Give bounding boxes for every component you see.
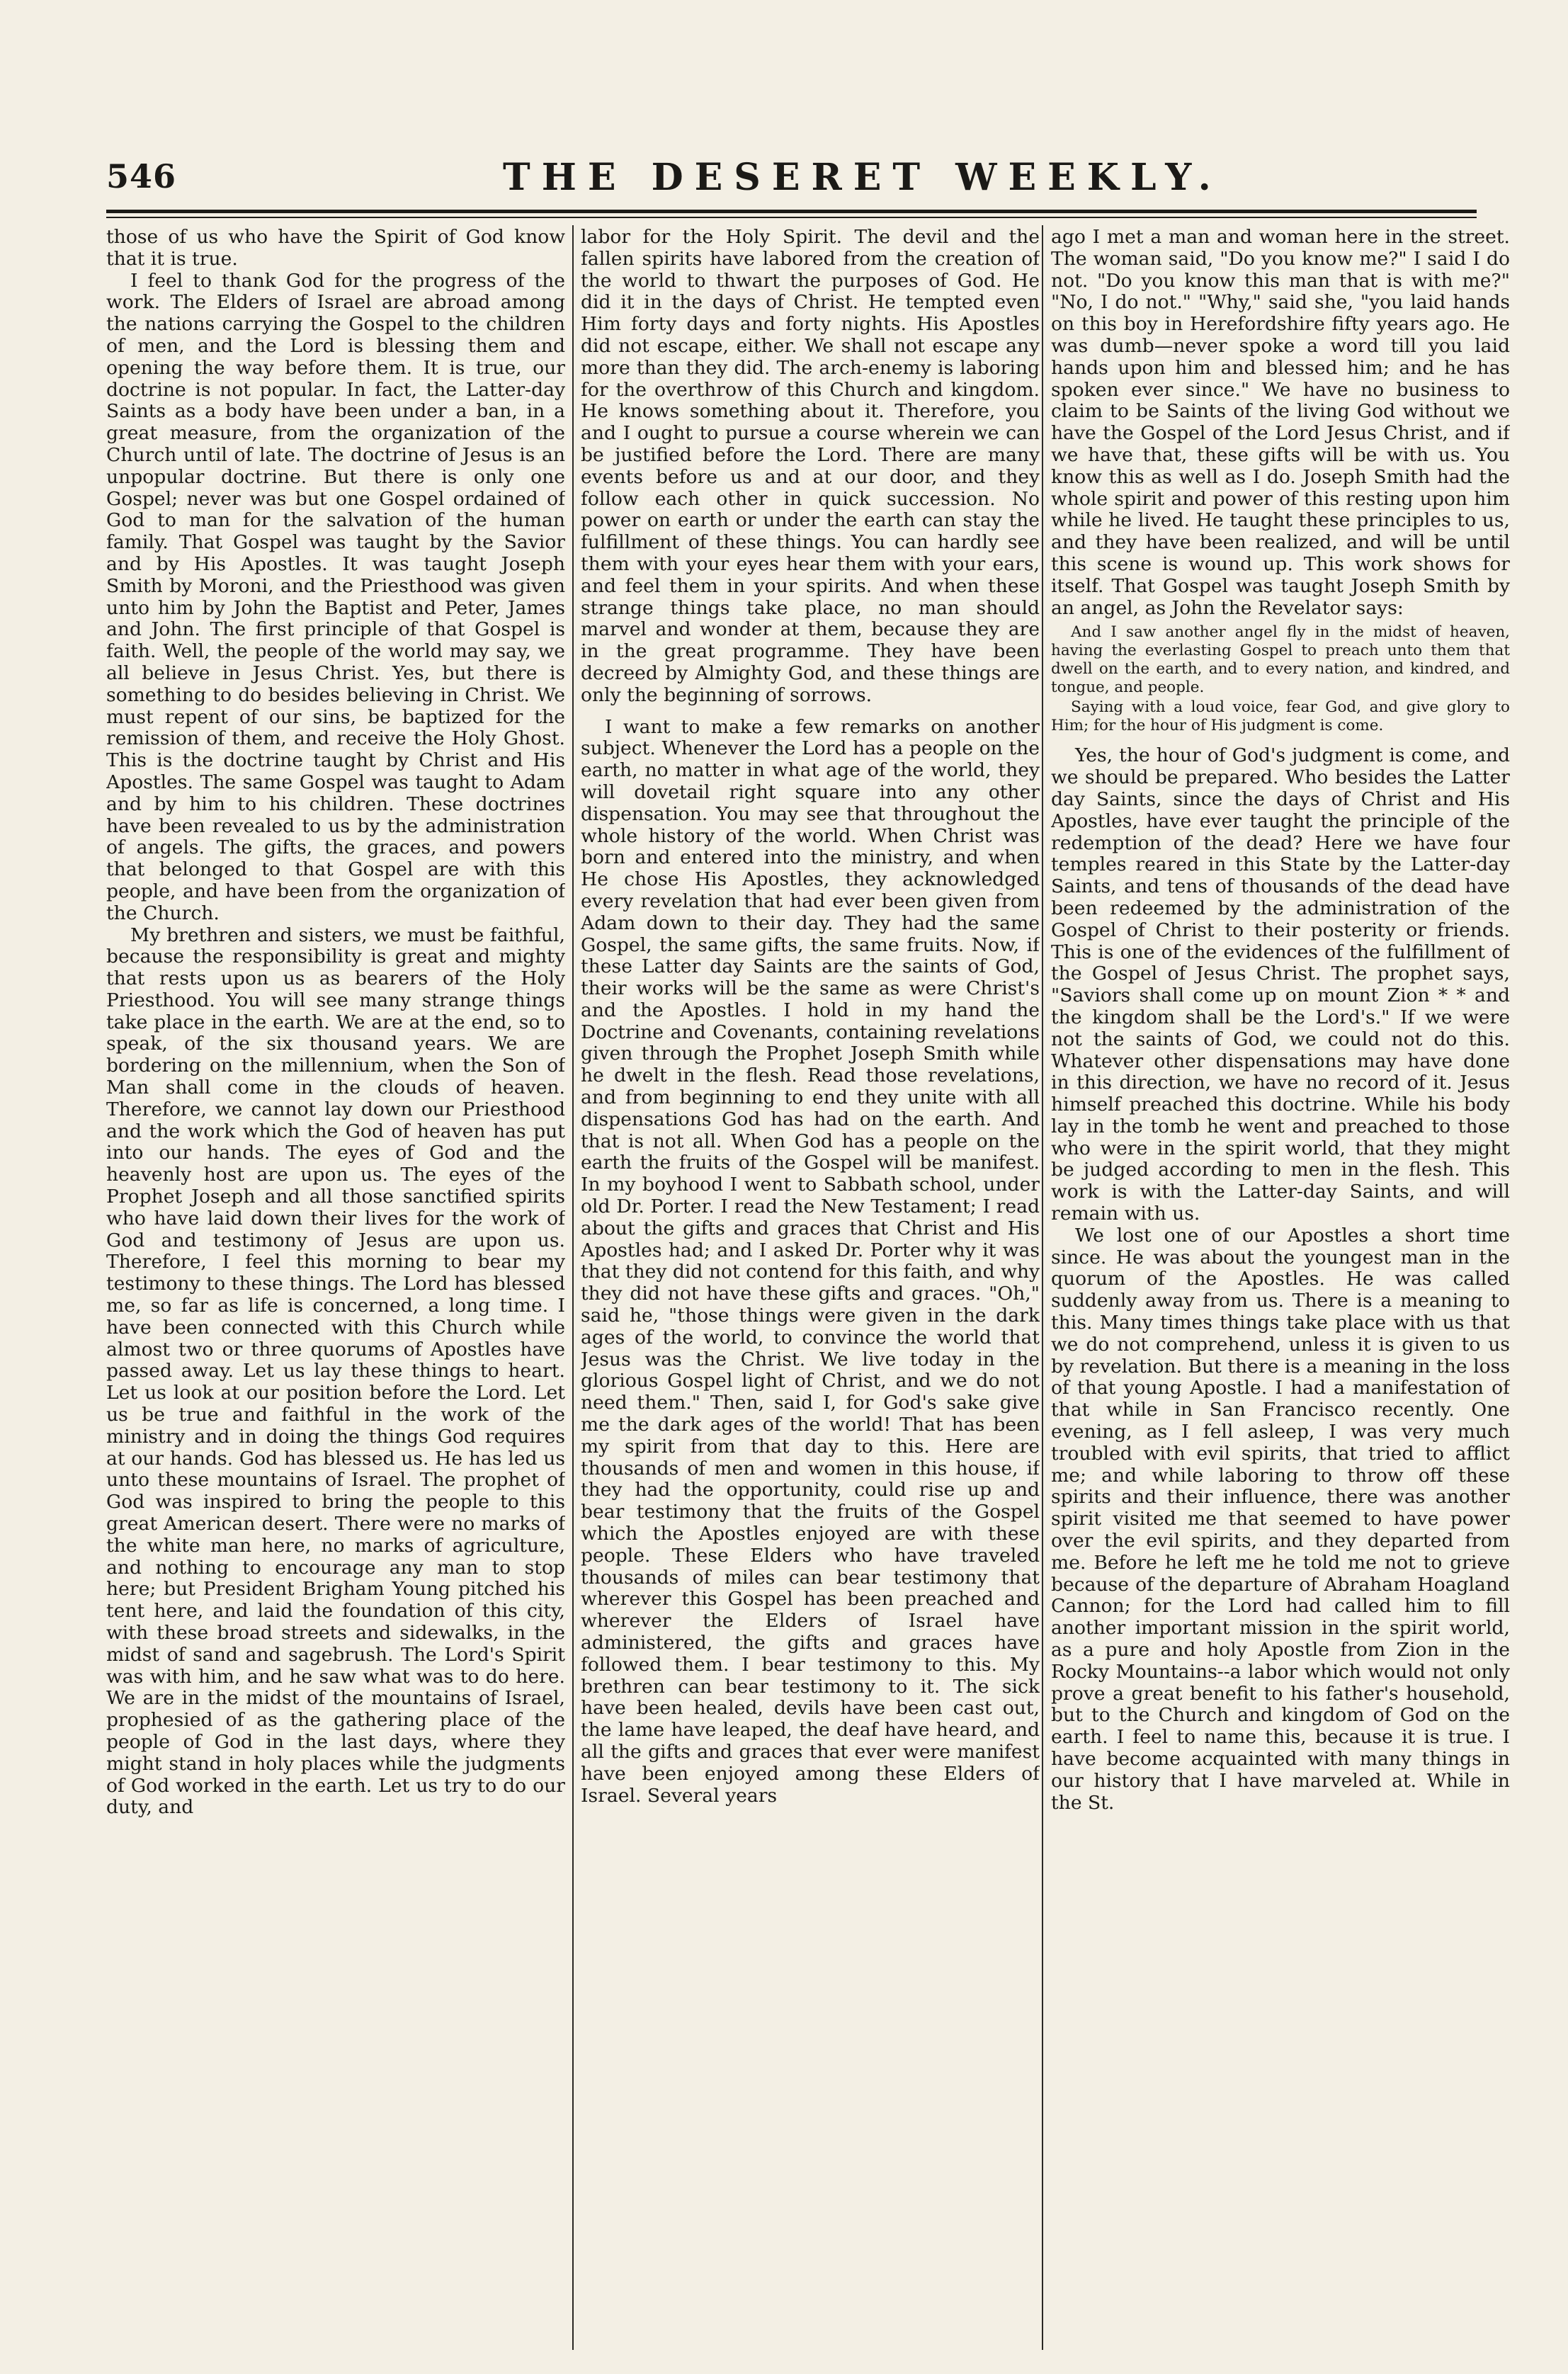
masthead-title: THE DESERET WEEKLY.	[503, 156, 1222, 199]
page-number: 546	[106, 157, 177, 195]
paragraph: I want to make a few remarks on another subject. Whenever the Lord has a people on the earth, no matter in what age of the world, they will dovetail right square into any other dispensation. You may see that throughout the whole history of the world. When Christ was born and entered into the ministry, and when He chose His Apostles, they acknowledged every revelation that had ever been given from Adam down to their day. They had the same Gospel, the same gifts, the same fruits. Now, if these Latter day Saints are the saints of God, their works will be the same as were Christ's and the Apostles. I hold in my hand the Doctrine and Covenants, containing revelations given through the Prophet Joseph Smith while he dwelt in the flesh. Read those revelations, and from beginning to end they unite with all dispensations God has had on the earth. And that is not all. When God has a people on the earth the fruits of the Gospel will be manifest. In my boyhood I went to Sabbath school, under old Dr. Porter. I read the New Testament; I read about the gifts and graces that Christ and His Apostles had; and I asked Dr. Porter why it was that they did not contend for this faith, and why they did not have these gifts and graces. "Oh," said he, "those things were given in the dark ages of the world, to convince the world that Jesus was the Christ. We live today in the glorious Gospel light of Christ, and we do not need them." Then, said I, for God's sake give me the dark ages of the world! That has been my spirit from that day to this. Here are thousands of men and women in this house, if they had the opportunity, could rise up and bear testimony that the fruits of the Gospel which the Apostles enjoyed are with these people. These Elders who have traveled thousands of miles can bear testimony that wherever this Gospel has been preached and wherever the Elders of Israel have administered, the gifts and graces have followed them. I bear testimony to this. My brethren can bear testimony to it. The sick have been healed, devils have been cast out, the lame have leaped, the deaf have heard, and all the gifts and graces that ever were manifest have been enjoyed among these Elders of Israel. Several years	[581, 715, 1040, 1807]
paragraph: ago I met a man and woman here in the street. The woman said, "Do you know me?" I said I do not. "Do you know this man that is with me?" "No, I do not." "Why," said she, "you laid hands on this boy in Herefordshire fifty years ago. He was dumb—never spoke a word till you laid hands upon him and blessed him; and he has spoken ever since." We have no business to claim to be Saints of the living God without we have the Gospel of the Lord Jesus Christ, and if we have that, these gifts will be with us. You know this as well as I do. Joseph Smith had the whole spirit and power of this resting upon him while he lived. He taught these principles to us, and they have been realized, and will be until this scene is wound up. This work shows for itself. That Gospel was taught Joseph Smith by an angel, as John the Revelator says:	[1051, 227, 1510, 619]
paragraph: those of us who have the Spirit of God know that it is true.	[106, 227, 565, 270]
text-column-2	[581, 227, 1040, 2348]
page-header	[106, 149, 1477, 198]
text-column-1	[106, 227, 565, 2348]
header-rule	[106, 210, 1477, 213]
paragraph: I feel to thank God for the progress of the work. The Elders of Israel are abroad among the nations carrying the Gospel to the children of men, and the Lord is blessing them and opening the way before them. It is true, our doctrine is not popular. In fact, the Latter-day Saints as a body have been under a ban, in a great measure, from the organization of the Church until of late. The doctrine of Jesus is an unpopular doctrine. But there is only one Gospel; never was but one Gospel ordained of God to man for the salvation of the human family. That Gospel was taught by the Savior and by His Apostles. It was taught Joseph Smith by Moroni, and the Priesthood was given unto him by John the Baptist and Peter, James and John. The first principle of that Gospel is faith. Well, the people of the world may say, we all believe in Jesus Christ. Yes, but there is something to do besides believing in Christ. We must repent of our sins, be baptized for the remission of them, and receive the Holy Ghost. This is the doctrine taught by Christ and His Apostles. The same Gospel was taught to Adam and by him to his children. These doctrines have been revealed to us by the administration of angels. The gifts, the graces, and powers that belonged to that Gospel are with this people, and have been from the organization of the Church.	[106, 269, 565, 924]
scripture-quote: Saying with a loud voice, fear God, and give glory to Him; for the hour of His judgment is come.	[1051, 698, 1510, 735]
column-divider	[572, 225, 574, 2350]
paragraph: Yes, the hour of God's judgment is come, and we should be prepared. Who besides the Latter day Saints, since the days of Christ and His Apostles, have ever taught the principle of the redemption of the dead? Here we have four temples reared in this State by the Latter-day Saints, and tens of thousands of the dead have been redeemed by the administration of the Gospel of Christ to their posterity or friends. This is one of the evidences of the fulfillment of the Gospel of Jesus Christ. The prophet says, "Saviors shall come up on mount Zion * * and the kingdom shall be the Lord's." If we were not the saints of God, we could not do this. Whatever other dispensations may have done in this direction, we have no record of it. Jesus himself preached this doctrine. While his body lay in the tomb he went and preached to those who were in the spirit world, that they might be judged according to men in the flesh. This work is with the Latter-day Saints, and will remain with us.	[1051, 744, 1510, 1225]
column-divider	[1042, 225, 1043, 2350]
scripture-quote: And I saw another angel fly in the midst of heaven, having the everlasting Gospel to preach unto them that dwell on the earth, and to every nation, and kindred, and tongue, and people.	[1051, 623, 1510, 697]
paragraph: We lost one of our Apostles a short time since. He was about the youngest man in the quorum of the Apostles. He was called suddenly away from us. There is a meaning to this. Many times things take place with us that we do not comprehend, unless it is given to us by revelation. But there is a meaning in the loss of that young Apostle. I had a manifestation of that while in San Francisco recently. One evening, as I fell asleep, I was very much troubled with evil spirits, that tried to afflict me; and while laboring to throw off these spirits and their influence, there was another spirit visited me that seemed to have power over the evil spirits, and they departed from me. Before he left me he told me not to grieve because of the departure of Abraham Hoagland Cannon; for the Lord had called him to fill another important mission in the spirit world, as a pure and holy Apostle from Zion in the Rocky Mountains--a labor which would not only prove a great benefit to his father's household, but to the Church and kingdom of God on the earth. I feel to name this, because it is true. I have become acquainted with many things in our history that I have marveled at. While in the St.	[1051, 1224, 1510, 1814]
text-column-3	[1051, 227, 1510, 2348]
header-rule-thin	[106, 217, 1477, 218]
paragraph: labor for the Holy Spirit. The devil and the fallen spirits have labored from the creation of the world to thwart the purposes of God. He did it in the days of Christ. He tempted even Him forty days and forty nights. His Apostles did not escape, either. We shall not escape any more than they did. The arch-enemy is laboring for the overthrow of this Church and kingdom. He knows something about it. Therefore, you and I ought to pursue a course wherein we can be justified before the Lord. There are many events before us and at our door, and they follow each other in quick succession. No power on earth or under the earth can stay the fulfillment of these things. You can hardly see them with your eyes hear them with your ears, and feel them in your spirits. And when these strange things take place, no man should marvel and wonder at them, because they are in the great programme. They have been decreed by Almighty God, and these things are only the beginning of sorrows.	[581, 227, 1040, 706]
paragraph: My brethren and sisters, we must be faithful, because the responsibility is great and mighty that rests upon us as bearers of the Holy Priesthood. You will see many strange things take place in the earth. We are at the end, so to speak, of the six thousand years. We are bordering on the millennium, when the Son of Man shall come in the clouds of heaven. Therefore, we cannot lay down our Priesthood and the work which the God of heaven has put into our hands. The eyes of God and the heavenly host are upon us. The eyes of the Prophet Joseph and all those sanctified spirits who have laid down their lives for the work of God and testimony of Jesus are upon us. Therefore, I feel this morning to bear my testimony to these things. The Lord has blessed me, so far as life is concerned, a long time. I have been connected with this Church while almost two or three quorums of Apostles have passed away. Let us lay these things to heart. Let us look at our position before the Lord. Let us be true and faithful in the work of the ministry and in doing the things God requires at our hands. God has blessed us. He has led us unto these mountains of Israel. The prophet of God was inspired to bring the people to this great American desert. There were no marks of the white man here, no marks of agriculture, and nothing to encourage any man to stop here; but President Brigham Young pitched his tent here, and laid the foundation of this city, with these broad streets and sidewalks, in the midst of sand and sagebrush. The Lord's Spirit was with him, and he saw what was to do here. We are in the midst of the mountains of Israel, prophesied of as the gathering place of the people of God in the last days, where they might stand in holy places while the judgments of God worked in the earth. Let us try to do our duty, and	[106, 924, 565, 1819]
